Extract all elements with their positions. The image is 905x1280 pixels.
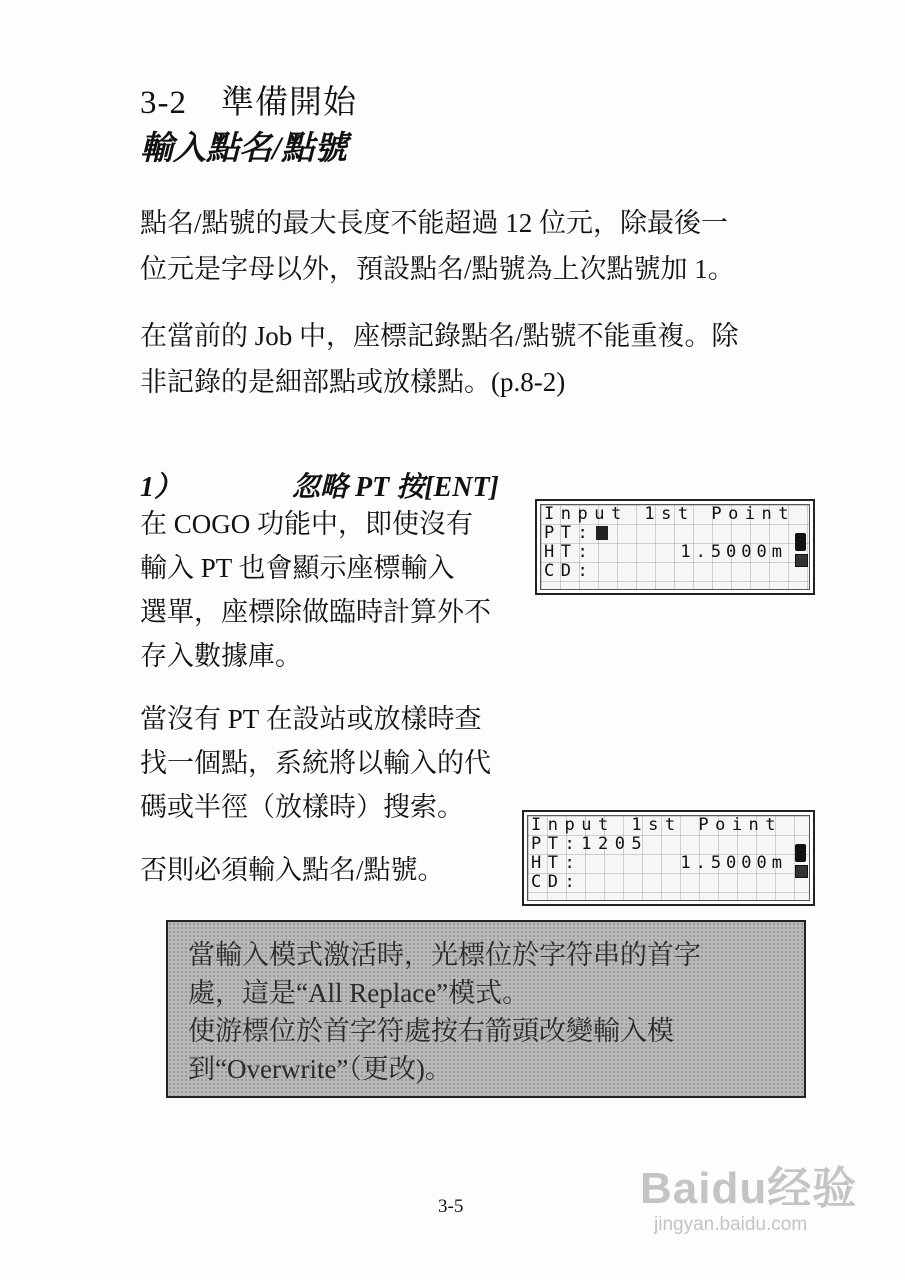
lcd-display [527,815,810,901]
paragraph-1 [140,200,820,292]
step-label [140,465,499,505]
lcd-cd-row [528,873,809,892]
watermark-brand: Baidu经验 [640,1164,858,1213]
lcd-cd-row [541,562,809,581]
text-line: 輸入 PT 也會顯示座標輸入 [140,553,455,583]
step-description-3: 否則必須輸入點名/點號。 [140,855,445,885]
ht-value: 1.5000m [680,542,787,562]
ht-label: HT: [531,853,582,873]
input-cursor [596,526,608,540]
lcd-pt-row [541,524,809,543]
note-line: 當輸入模式激活時，光標位於字符串的首字 [188,940,701,970]
paragraph-line: 點名/點號的最大長度不能超過 12 位元，除最後一 [140,208,729,238]
subheading: 輸入點名/點號 [140,131,348,167]
pt-label: PT: [544,523,595,543]
note-line: 到“Overwrite”（更改)。 [188,1054,452,1084]
text-line: 碼或半徑（放樣時）搜索。 [140,792,464,822]
note-box [166,920,806,1098]
watermark [640,1152,857,1236]
text-line: 找一個點，系統將以輸入的代 [140,748,491,778]
instrument-screen-2 [522,810,815,906]
section-title: 準備開始 [221,85,357,121]
pt-label: PT: [531,834,582,854]
step-title: 忽略 PT 按[ENT] [292,472,499,503]
ht-value: 1.5000m [680,853,787,873]
paragraph-line: 非記錄的是細部點或放樣點。(p.8-2) [140,367,566,397]
watermark-logo [640,1152,857,1216]
text-line: 選單，座標除做臨時計算外不 [140,597,491,627]
instrument-screen-1 [535,499,815,595]
paragraph-line: 在當前的 Job 中，座標記錄點名/點號不能重複。除 [140,321,739,351]
note-line: 使游標位於首字符處按右箭頭改變輸入模 [188,1016,674,1046]
section-heading [140,76,357,123]
watermark-url: jingyan.baidu.com [654,1214,808,1235]
lcd-display [540,504,810,590]
note-line: 處，這是“All Replace”模式。 [188,978,530,1008]
cd-label: CD: [544,561,595,581]
paragraph-2 [140,313,820,405]
lcd-title-row: Input 1st Point [544,504,796,524]
scroll-indicator-icon [795,533,807,567]
text-line: 存入數據庫。 [140,641,302,671]
text-line: 在 COGO 功能中，即使沒有 [140,509,474,539]
paragraph-line: 位元是字母以外，預設點名/點號為上次點號加 1。 [140,254,735,284]
lcd-ht-row [528,854,809,873]
lcd-pt-row [528,835,809,854]
pt-value: 1205 [581,834,649,854]
cd-label: CD: [531,872,582,892]
ht-label: HT: [544,542,595,562]
step-description-1 [140,502,520,678]
lcd-ht-row [541,543,809,562]
scroll-indicator-icon [795,844,807,878]
note-text [188,936,788,1088]
text-line: 當沒有 PT 在設站或放樣時查 [140,704,482,734]
section-number: 3-2 [140,85,187,121]
page-number: 3-5 [438,1196,464,1217]
lcd-title-row: Input 1st Point [531,815,783,835]
step-number: 1） [140,472,183,503]
step-description-2 [140,697,520,829]
